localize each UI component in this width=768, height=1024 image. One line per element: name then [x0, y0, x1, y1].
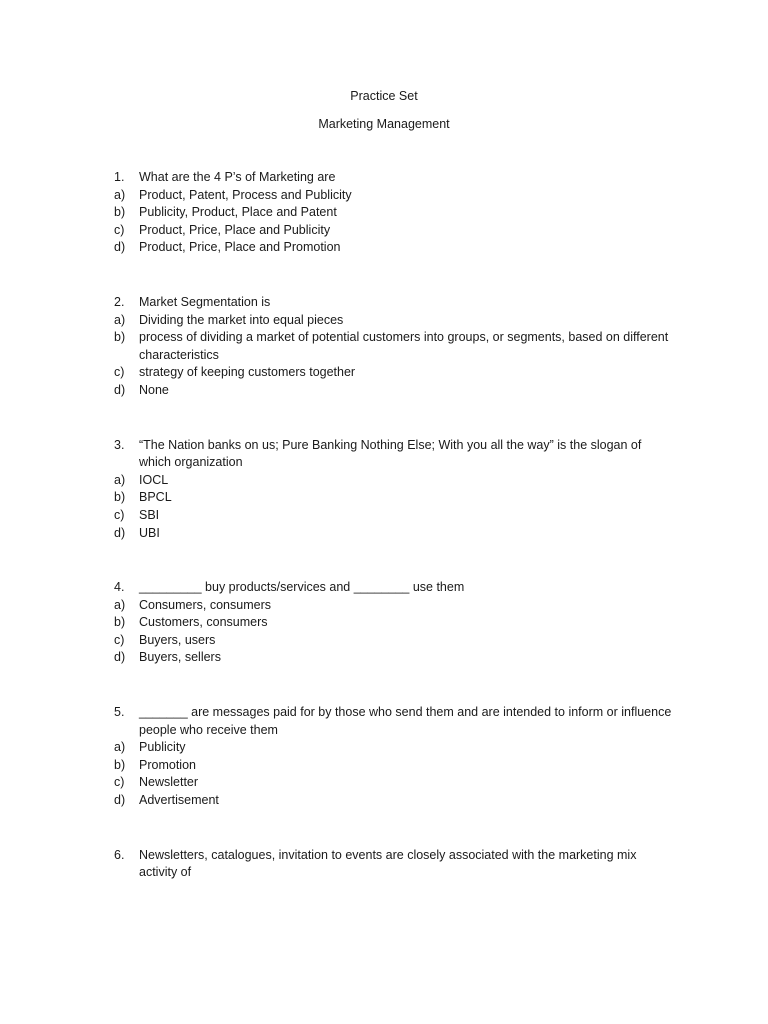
option-text: Consumers, consumers [139, 597, 271, 612]
question-4-stem [114, 579, 674, 597]
option-d [114, 792, 674, 810]
option-text: Advertisement [139, 793, 219, 808]
option-marker: d) [114, 382, 126, 397]
question-number: 5. [114, 705, 125, 720]
option-text: Buyers, sellers [139, 650, 221, 665]
option-b [114, 329, 674, 364]
question-text: Newsletters, catalogues, invitation to events are closely associated with the marketing mix activity of [139, 847, 637, 880]
option-text: SBI [139, 507, 160, 522]
option-b [114, 757, 674, 775]
option-marker: b) [114, 490, 126, 505]
option-text: Customers, consumers [139, 615, 268, 630]
option-marker: a) [114, 740, 126, 755]
option-marker: a) [114, 472, 126, 487]
option-b [114, 489, 674, 507]
option-text: Dividing the market into equal pieces [139, 312, 344, 327]
question-number: 4. [114, 580, 125, 595]
option-marker: a) [114, 597, 126, 612]
question-2-stem [114, 294, 674, 312]
option-b [114, 614, 674, 632]
option-marker: d) [114, 793, 126, 808]
page-title: Practice Set [350, 89, 418, 103]
option-a [114, 472, 674, 490]
question-1-stem [114, 169, 674, 187]
question-6-stem [114, 847, 674, 882]
option-text: Newsletter [139, 775, 199, 790]
option-marker: c) [114, 365, 125, 380]
option-b [114, 204, 674, 222]
option-marker: c) [114, 507, 125, 522]
option-marker: b) [114, 615, 126, 630]
option-marker: b) [114, 330, 126, 345]
question-number: 3. [114, 437, 125, 452]
option-a [114, 597, 674, 615]
question-number: 1. [114, 170, 125, 184]
option-text: Product, Price, Place and Publicity [139, 222, 331, 237]
option-a [114, 187, 674, 205]
option-text: Publicity, Product, Place and Patent [139, 205, 337, 220]
option-marker: b) [114, 205, 126, 220]
question-text: _______ are messages paid for by those who send them and are intended to inform or influence people who receive them [139, 705, 672, 737]
option-c [114, 774, 674, 792]
question-1 [114, 169, 674, 257]
question-number: 2. [114, 294, 125, 309]
question-text: “The Nation banks on us; Pure Banking Nothing Else; With you all the way” is the slogan of which organization [139, 437, 642, 470]
option-text: IOCL [139, 472, 169, 487]
option-marker: b) [114, 757, 126, 772]
question-number: 6. [114, 847, 125, 862]
option-marker: d) [114, 525, 126, 540]
option-text: strategy of keeping customers together [139, 365, 356, 380]
question-4 [114, 579, 674, 667]
option-text: process of dividing a market of potential customers into groups, or segments, based on different characteristics [139, 330, 669, 362]
option-text: UBI [139, 525, 160, 540]
option-text: None [139, 382, 169, 397]
option-d [114, 239, 674, 257]
option-a [114, 739, 674, 757]
option-text: Product, Patent, Process and Publicity [139, 187, 352, 202]
option-marker: a) [114, 312, 126, 327]
question-3 [114, 437, 674, 543]
option-marker: a) [114, 187, 126, 202]
option-d [114, 649, 674, 667]
option-c [114, 364, 674, 382]
option-d [114, 525, 674, 543]
option-c [114, 222, 674, 240]
option-marker: c) [114, 222, 125, 237]
option-c [114, 632, 674, 650]
option-text: Publicity [139, 740, 186, 755]
page-subtitle: Marketing Management [318, 117, 450, 131]
question-text: What are the 4 P’s of Marketing are [139, 170, 336, 184]
question-5 [114, 704, 674, 810]
option-marker: c) [114, 632, 125, 647]
option-text: Buyers, users [139, 632, 216, 647]
option-marker: d) [114, 650, 126, 665]
question-5-stem [114, 704, 674, 739]
question-text: _________ buy products/services and ________ use them [139, 580, 465, 595]
question-3-stem [114, 437, 674, 472]
question-list [114, 169, 674, 919]
option-c [114, 507, 674, 525]
question-text: Market Segmentation is [139, 294, 271, 309]
question-6 [114, 847, 674, 882]
option-text: Promotion [139, 757, 196, 772]
option-marker: c) [114, 775, 125, 790]
option-text: BPCL [139, 490, 172, 505]
option-a [114, 312, 674, 330]
question-2 [114, 294, 674, 400]
option-text: Product, Price, Place and Promotion [139, 240, 341, 255]
option-d [114, 382, 674, 400]
option-marker: d) [114, 240, 126, 255]
